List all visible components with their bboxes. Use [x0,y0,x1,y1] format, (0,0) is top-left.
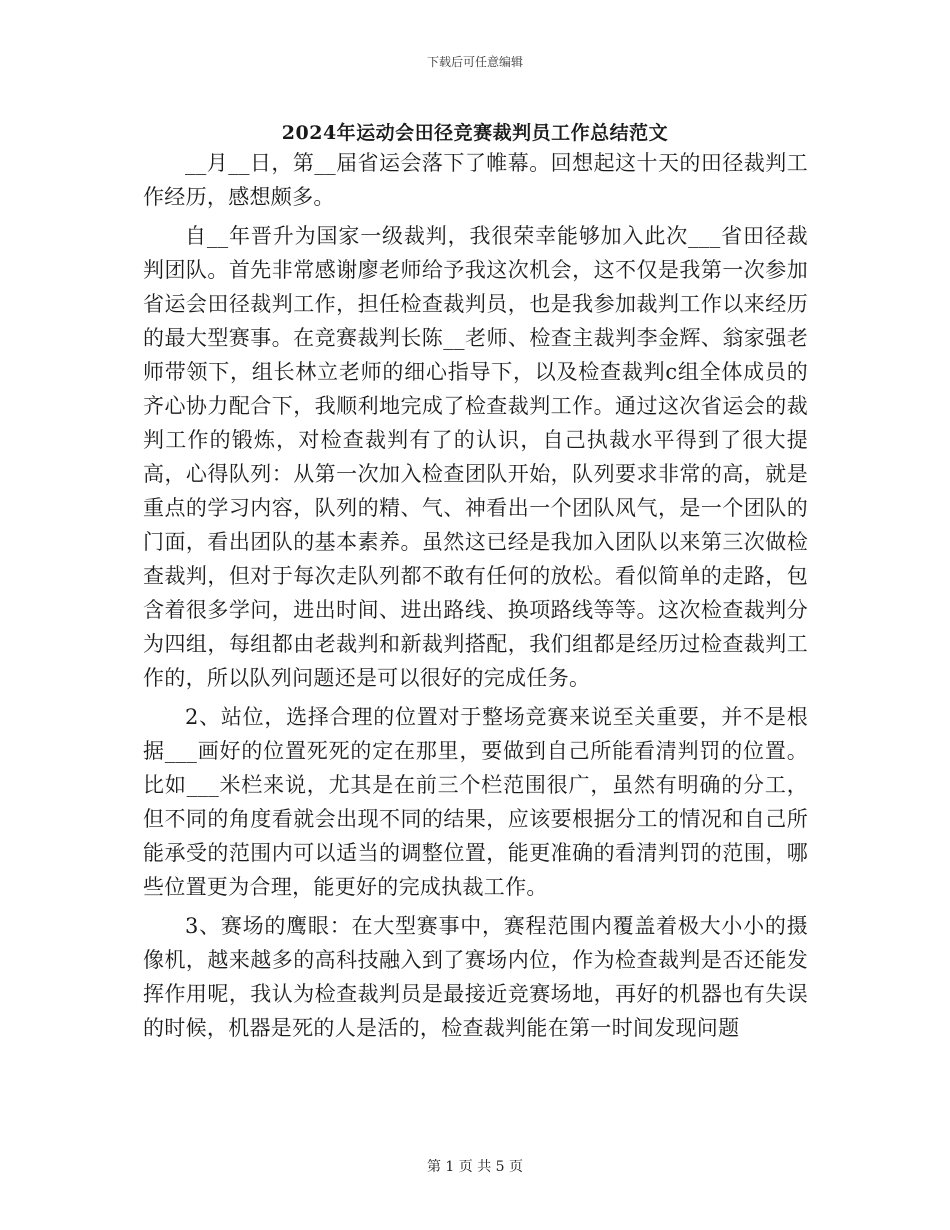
page-number: 第 1 页 共 5 页 [426,1159,524,1175]
paragraph-intro: __月__日，第__届省运会落下了帷幕。回想起这十天的田径裁判工作经历，感想颇多。 [143,151,808,209]
paragraph-position: 2、站位，选择合理的位置对于整场竞赛来说至关重要，并不是根据___画好的位置死死的定在那里，要做到自己所能看清判罚的位置。比如___米栏来说，尤其是在前三个栏范围很广，虽然有明确的分工，但不同的角度看就会出现不同的结果，应该要根据分工的情况和自己所能承受的范围内可以适当的调整位置，能更准确的看清判罚的范围，哪些位置更为合理，能更好的完成执裁工作。 [143,705,808,899]
document-title: 2024年运动会田径竞赛裁判员工作总结范文 [281,122,669,144]
paragraph-hawkeye: 3、赛场的鹰眼：在大型赛事中，赛程范围内覆盖着极大小小的摄像机，越来越多的高科技融入到了赛场内位，作为检查裁判是否还能发挥作用呢，我认为检查裁判员是最接近竞赛场地，再好的机器也有失误的时候，机器是死的人是活的，检查裁判能在第一时间发现问题 [143,914,808,1040]
page-header-note: 下载后可任意编辑 [426,55,523,69]
document-body [143,146,808,1050]
paragraph-team: 自__年晋升为国家一级裁判，我很荣幸能够加入此次___省田径裁判团队。首先非常感谢廖老师给予我这次机会，这不仅是我第一次参加省运会田径裁判工作，担任检查裁判员，也是我参加裁判工作以来经历的最大型赛事。在竞赛裁判长陈__老师、检查主裁判李金辉、翁家强老师带领下，组长林立老师的细心指导下，以及检查裁判c组全体成员的齐心协力配合下，我顺利地完成了检查裁判工作。通过这次省运会的裁判工作的锻炼，对检查裁判有了的认识，自己执裁水平得到了很大提高，心得队列：从第一次加入检查团队开始，队列要求非常的高，就是重点的学习内容，队列的精、气、神看出一个团队风气，是一个团队的门面，看出团队的基本素养。虽然这已经是我加入团队以来第三次做检查裁判，但对于每次走队列都不敢有任何的放松。看似简单的走路，包含着很多学问，进出时间、进出路线、换项路线等等。这次检查裁判分为四组，每组都由老裁判和新裁判搭配，我们组都是经历过检查裁判工作的，所以队列问题还是可以很好的完成任务。 [143,224,808,690]
